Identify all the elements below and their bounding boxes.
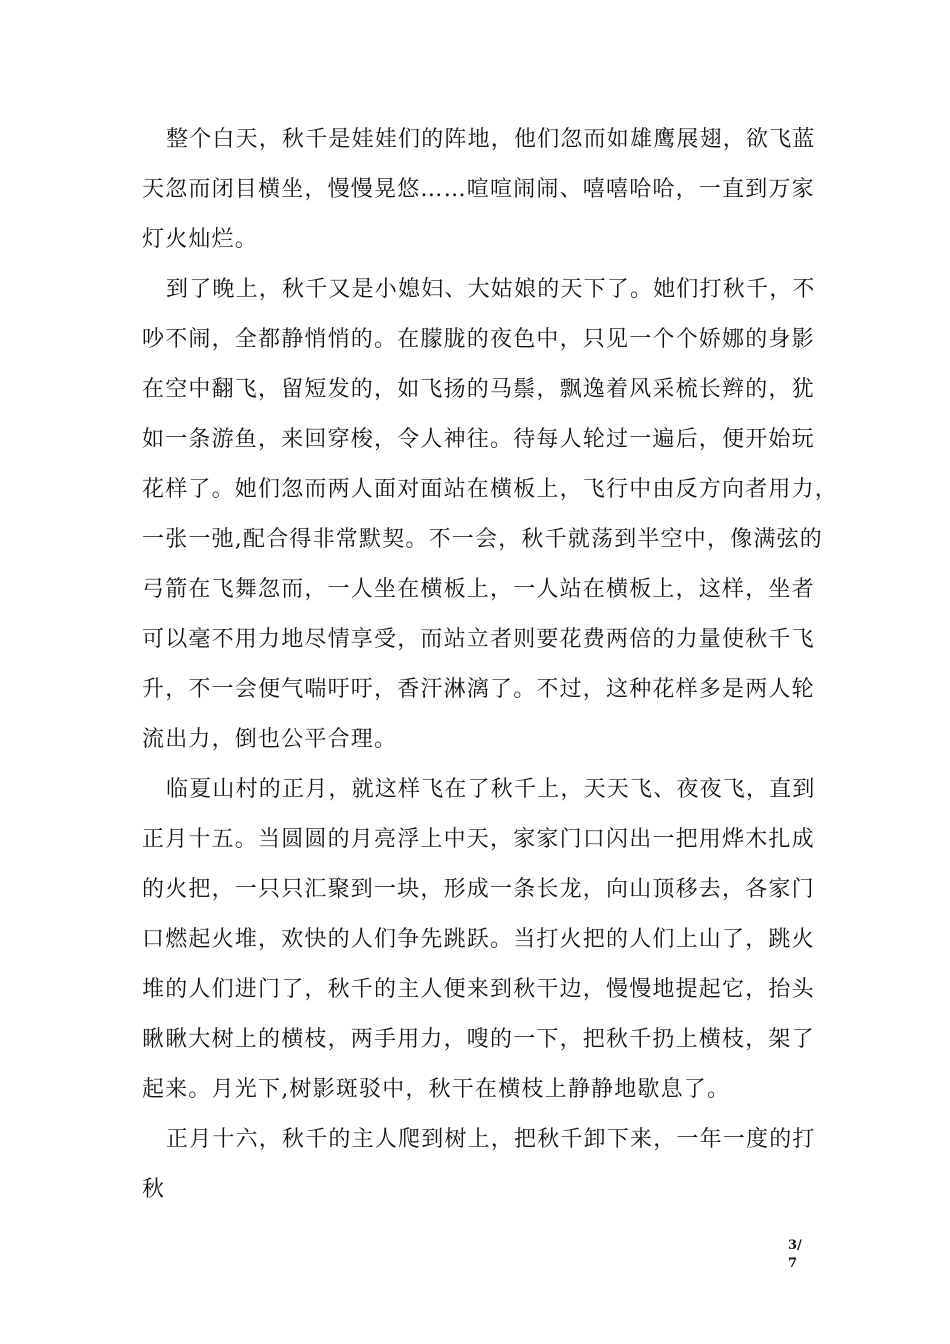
text-line: 流出力，倒也公平合理。 (142, 727, 398, 752)
text-line: 口燃起火堆，欢快的人们争先跳跃。当打火把的人们上山了，跳火 (142, 927, 815, 952)
text-line: 在空中翻飞，留短发的，如飞扬的马鬃，飘逸着风采梳长辫的，犹 (142, 377, 815, 402)
page-number-current: 3/ (788, 1238, 802, 1253)
text-line: 起来。月光下,树影斑驳中，秋干在横枝上静静地歇息了。 (142, 1077, 731, 1102)
text-line: 秋 (142, 1177, 166, 1202)
text-line: 升，不一会便气喘吁吁，香汗淋漓了。不过，这种花样多是两人轮 (142, 677, 815, 702)
text-line: 堆的人们进门了，秋千的主人便来到秋干边，慢慢地提起它，抬头 (142, 977, 815, 1002)
paragraph-children-swinging (142, 115, 816, 265)
text-line: 临夏山村的正月，就这样飞在了秋千上，天天飞、夜夜飞，直到 (166, 777, 816, 802)
text-line: 灯火灿烂。 (142, 227, 259, 252)
text-line: 可以毫不用力地尽情享受，而站立者则要花费两倍的力量使秋千飞 (142, 627, 815, 652)
text-line: 的火把，一只只汇聚到一块，形成一条长龙，向山顶移去，各家门 (142, 877, 815, 902)
page-number (788, 1237, 808, 1273)
text-line: 到了晚上，秋千又是小媳妇、大姑娘的天下了。她们打秋千，不 (166, 277, 816, 302)
paragraph-sixteenth-day (142, 1115, 816, 1215)
text-line: 如一条游鱼，来回穿梭，令人神往。待每人轮过一遍后，便开始玩 (142, 427, 815, 452)
text-line: 整个白天，秋千是娃娃们的阵地，他们忽而如雄鹰展翅，欲飞蓝 (166, 127, 816, 152)
paragraph-first-month (142, 765, 816, 1115)
text-line: 弓箭在飞舞忽而，一人坐在横板上，一人站在横板上，这样，坐者 (142, 577, 815, 602)
text-line: 花样了。她们忽而两人面对面站在横板上，飞行中由反方向者用力， (142, 477, 839, 502)
text-line: 正月十六，秋千的主人爬到树上，把秋千卸下来，一年一度的打 (166, 1127, 816, 1152)
text-line: 一张一弛,配合得非常默契。不一会，秋千就荡到半空中，像满弦的 (142, 527, 823, 552)
paragraph-evening-swinging (142, 265, 838, 765)
page-number-total: 7 (788, 1256, 798, 1271)
text-line: 正月十五。当圆圆的月亮浮上中天，家家门口闪出一把用烨木扎成 (142, 827, 815, 852)
text-line: 瞅瞅大树上的横枝，两手用力，嗖的一下，把秋千扔上横枝，架了 (142, 1027, 815, 1052)
text-line: 吵不闹，全都静悄悄的。在朦胧的夜色中，只见一个个娇娜的身影 (142, 327, 815, 352)
text-line: 天忽而闭目横坐，慢慢晃悠……喧喧闹闹、嘻嘻哈哈，一直到万家 (142, 177, 815, 202)
